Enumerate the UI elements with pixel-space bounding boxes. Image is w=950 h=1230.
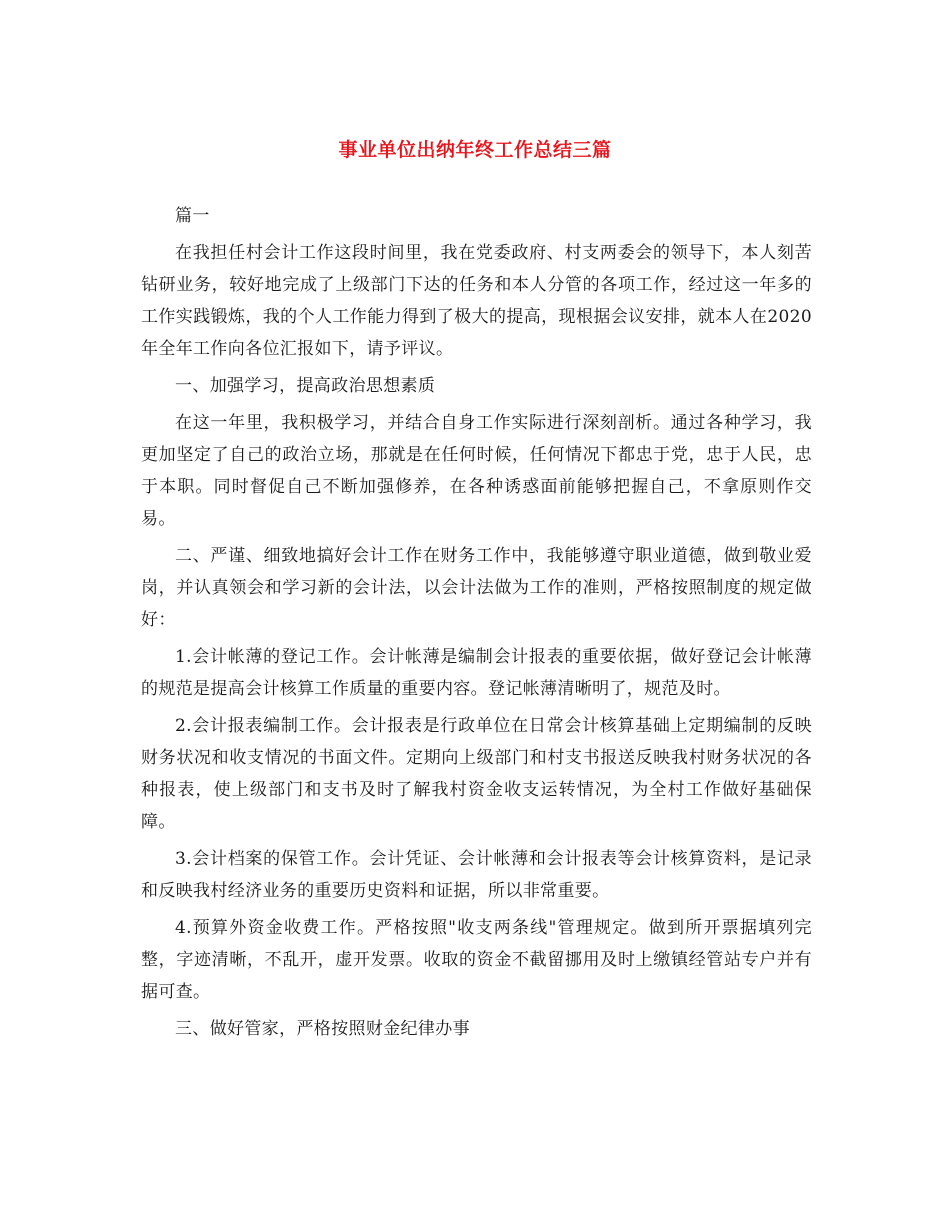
- intro-paragraph: 在我担任村会计工作这段时间里，我在党委政府、村支两委会的领导下，本人刻苦钻研业务，较好地完成了上级部门下达的任务和本人分管的各项工作，经过这一年多的工作实践锻炼，我的个人工作能力得到了极大的提高，现根据会议安排，就本人在2020年全年工作向各位汇报如下，请予评议。: [141, 243, 812, 359]
- document-title: 事业单位出纳年终工作总结三篇: [338, 139, 612, 161]
- heading-three: 三、做好管家，严格按照财金纪律办事: [175, 1019, 470, 1039]
- heading-two: 二、严谨、细致地搞好会计工作在财务工作中，我能够遵守职业道德，做到敬业爱岗，并认真领会和学习新的会计法，以会计法做为工作的准则，严格按照制度的规定做好：: [141, 546, 812, 630]
- heading-one: 一、加强学习，提高政治思想素质: [175, 376, 436, 396]
- section-label: 篇一: [175, 206, 210, 226]
- item-two: 2.会计报表编制工作。会计报表是行政单位在日常会计核算基础上定期编制的反映财务状况和收支情况的书面文件。定期向上级部门和村支书报送反映我村财务状况的各种报表，使上级部门和支书及时了解我村资金收支运转情况，为全村工作做好基础保障。: [141, 716, 812, 832]
- item-four: 4.预算外资金收费工作。严格按照"收支两条线"管理规定。做到所开票据填列完整，字迹清晰，不乱开，虚开发票。收取的资金不截留挪用及时上缴镇经管站专户并有据可查。: [141, 918, 812, 1002]
- paragraph-study: 在这一年里，我积极学习，并结合自身工作实际进行深刻剖析。通过各种学习，我更加坚定了自己的政治立场，那就是在任何时候，任何情况下都忠于党，忠于人民，忠于本职。同时督促自己不断加强修养，在各种诱惑面前能够把握自己，不拿原则作交易。: [141, 413, 812, 529]
- item-one: 1.会计帐薄的登记工作。会计帐薄是编制会计报表的重要依据，做好登记会计帐薄的规范是提高会计核算工作质量的重要内容。登记帐薄清晰明了，规范及时。: [141, 647, 812, 699]
- document-body: [141, 200, 812, 1045]
- item-three: 3.会计档案的保管工作。会计凭证、会计帐薄和会计报表等会计核算资料，是记录和反映我村经济业务的重要历史资料和证据，所以非常重要。: [141, 849, 812, 901]
